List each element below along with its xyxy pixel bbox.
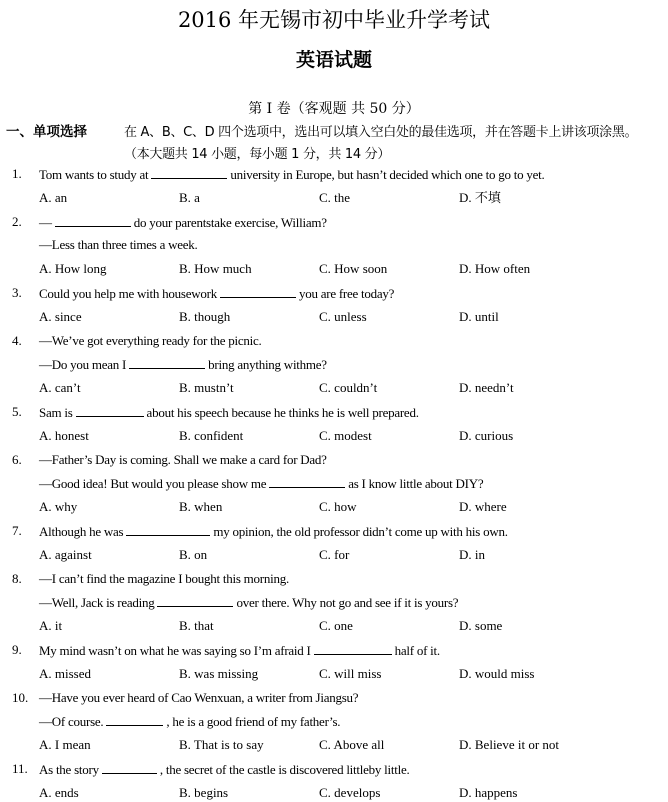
answer-blank: [314, 642, 392, 655]
answer-blank: [269, 475, 345, 488]
answer-option-a[interactable]: A. How long: [39, 261, 107, 277]
question-stem-line: [39, 571, 289, 587]
exam-main-title: 2016 年无锡市初中毕业升学考试: [177, 8, 491, 32]
part-title: 第 I 卷（客观题 共 50 分）: [248, 101, 420, 117]
answer-option-c[interactable]: C. the: [319, 189, 351, 205]
answer-option-d[interactable]: D. would miss: [459, 665, 535, 681]
question-number: 9.: [12, 642, 22, 657]
stem-text-before-blank: Tom wants to study at: [39, 167, 149, 182]
question-number: 1.: [12, 166, 22, 181]
answer-option-c[interactable]: C. How soon: [319, 261, 388, 277]
answer-option-a[interactable]: A. against: [39, 546, 92, 562]
question-number: 11.: [12, 761, 28, 776]
stem-text-before-blank: Sam is: [39, 405, 73, 420]
stem-text-after-blank: half of it.: [394, 643, 440, 658]
question-stem-line: [39, 761, 409, 778]
stem-text-after-blank: about his speech because he thinks he is well prepared.: [146, 405, 419, 420]
answer-option-c[interactable]: C. for: [319, 546, 350, 562]
subject-title: 英语试题: [295, 49, 372, 71]
question-number: 6.: [12, 451, 22, 467]
answer-option-d[interactable]: D. Believe it or not: [459, 737, 560, 753]
stem-text-after-blank: bring anything withme?: [208, 357, 327, 373]
answer-option-b[interactable]: B. a: [179, 189, 200, 205]
stem-text: —Have you ever heard of Cao Wenxuan, a writer from Jiangsu?: [39, 689, 359, 705]
stem-text-before-blank: —Of course.: [39, 714, 104, 730]
answer-blank: [151, 166, 227, 179]
stem-text-after-blank: you are free today?: [298, 286, 395, 301]
stem-text-after-blank: , the secret of the castle is discovered littleby little.: [159, 762, 410, 777]
stem-text-before-blank: —Good idea! But would you please show me: [39, 476, 267, 492]
stem-text-after-blank: , he is a good friend of my father’s.: [166, 714, 341, 730]
question-stem-line: [39, 452, 327, 468]
answer-option-a[interactable]: A. can’t: [39, 380, 81, 396]
section-heading: 一、单项选择: [6, 124, 87, 140]
stem-text-after-blank: university in Europe, but hasn’t decided which one to go to yet.: [230, 167, 545, 182]
answer-option-c[interactable]: C. develops: [319, 784, 381, 800]
question-stem-line: [39, 594, 458, 611]
answer-option-a[interactable]: A. honest: [39, 427, 89, 443]
question-stem-line: [39, 713, 340, 730]
question-number: 2.: [12, 213, 22, 229]
answer-option-d[interactable]: D. How often: [459, 261, 531, 277]
answer-option-b[interactable]: B. begins: [179, 784, 229, 800]
answer-option-d[interactable]: D. in: [459, 546, 485, 562]
question-stem-line: [39, 237, 198, 253]
answer-option-a[interactable]: A. I mean: [39, 737, 91, 753]
answer-option-c[interactable]: C. unless: [319, 308, 367, 324]
question-stem-line: [39, 642, 440, 659]
answer-blank: [102, 761, 157, 774]
answer-blank: [55, 214, 131, 227]
question-number: 4.: [12, 332, 22, 348]
stem-text-after-blank: as I know little about DIY?: [348, 476, 484, 492]
answer-option-d[interactable]: D. some: [459, 618, 503, 634]
answer-option-c[interactable]: C. how: [319, 499, 357, 515]
section-instruction: 在 A、B、C、D 四个选项中，选出可以填入空白处的最佳选项，并在答题卡上讲该项涂黑。: [124, 125, 638, 140]
stem-text-before-blank: Although he was: [39, 524, 124, 539]
answer-option-d[interactable]: D. 不填: [459, 189, 501, 205]
answer-blank: [129, 356, 205, 369]
answer-option-d[interactable]: D. happens: [459, 784, 518, 800]
answer-option-a[interactable]: A. since: [39, 308, 82, 324]
answer-option-d[interactable]: D. curious: [459, 427, 514, 443]
answer-blank: [220, 285, 296, 298]
stem-text-after-blank: do your parentstake exercise, William?: [133, 214, 327, 230]
stem-text-before-blank: As the story: [39, 762, 99, 777]
answer-option-a[interactable]: A. ends: [39, 784, 79, 800]
stem-text: —We’ve got everything ready for the picnic.: [39, 332, 262, 348]
section-scoring-note: （本大题共 14 小题，每小题 1 分，共 14 分）: [124, 147, 391, 162]
answer-option-b[interactable]: B. on: [179, 546, 208, 562]
stem-text-after-blank: my opinion, the old professor didn’t come up with his own.: [213, 524, 508, 539]
stem-text: —I can’t find the magazine I bought this morning.: [39, 570, 289, 586]
answer-option-d[interactable]: D. needn’t: [459, 380, 514, 396]
stem-text-before-blank: —Do you mean I: [39, 357, 127, 373]
answer-option-b[interactable]: B. though: [179, 308, 231, 324]
answer-option-b[interactable]: B. That is to say: [179, 737, 264, 753]
question-stem-line: [39, 333, 261, 349]
question-number: 8.: [12, 570, 22, 586]
question-number: 10.: [12, 689, 29, 705]
answer-option-a[interactable]: A. missed: [39, 665, 91, 681]
question-number: 7.: [12, 523, 22, 538]
answer-option-a[interactable]: A. why: [39, 499, 78, 515]
question-stem-line: [39, 285, 394, 302]
answer-blank: [76, 404, 144, 417]
answer-blank: [157, 594, 233, 607]
answer-option-c[interactable]: C. will miss: [319, 665, 382, 681]
question-number: 3.: [12, 285, 22, 300]
answer-option-d[interactable]: D. until: [459, 308, 499, 324]
question-stem-line: [39, 475, 483, 492]
question-stem-line: [39, 214, 327, 231]
answer-option-a[interactable]: A. an: [39, 189, 68, 205]
answer-option-b[interactable]: B. mustn’t: [179, 380, 234, 396]
answer-option-b[interactable]: B. was missing: [179, 665, 259, 681]
answer-option-c[interactable]: C. modest: [319, 427, 372, 443]
stem-text: —Father’s Day is coming. Shall we make a card for Dad?: [39, 451, 327, 467]
answer-option-b[interactable]: B. confident: [179, 427, 244, 443]
answer-blank: [126, 523, 210, 536]
question-stem-line: [39, 404, 419, 421]
stem-text-before-blank: —Well, Jack is reading: [39, 595, 155, 611]
question-number: 5.: [12, 404, 22, 419]
stem-text-after-blank: over there. Why not go and see if it is yours?: [236, 595, 459, 611]
answer-option-d[interactable]: D. where: [459, 499, 507, 515]
question-stem-line: [39, 356, 327, 373]
answer-option-c[interactable]: C. one: [319, 618, 353, 634]
answer-option-a[interactable]: A. it: [39, 618, 63, 634]
answer-option-b[interactable]: B. that: [179, 618, 214, 634]
question-stem-line: [39, 166, 545, 183]
answer-blank: [106, 713, 163, 726]
answer-option-c[interactable]: C. Above all: [319, 737, 385, 753]
stem-text-before-blank: Could you help me with housework: [39, 286, 217, 301]
question-stem-line: [39, 523, 508, 540]
stem-text: —Less than three times a week.: [39, 237, 198, 253]
answer-option-c[interactable]: C. couldn’t: [319, 380, 378, 396]
answer-option-b[interactable]: B. How much: [179, 261, 252, 277]
answer-option-b[interactable]: B. when: [179, 499, 223, 515]
question-stem-line: [39, 690, 358, 706]
stem-text-before-blank: —: [39, 214, 52, 230]
stem-text-before-blank: My mind wasn’t on what he was saying so I’m afraid I: [39, 643, 311, 658]
